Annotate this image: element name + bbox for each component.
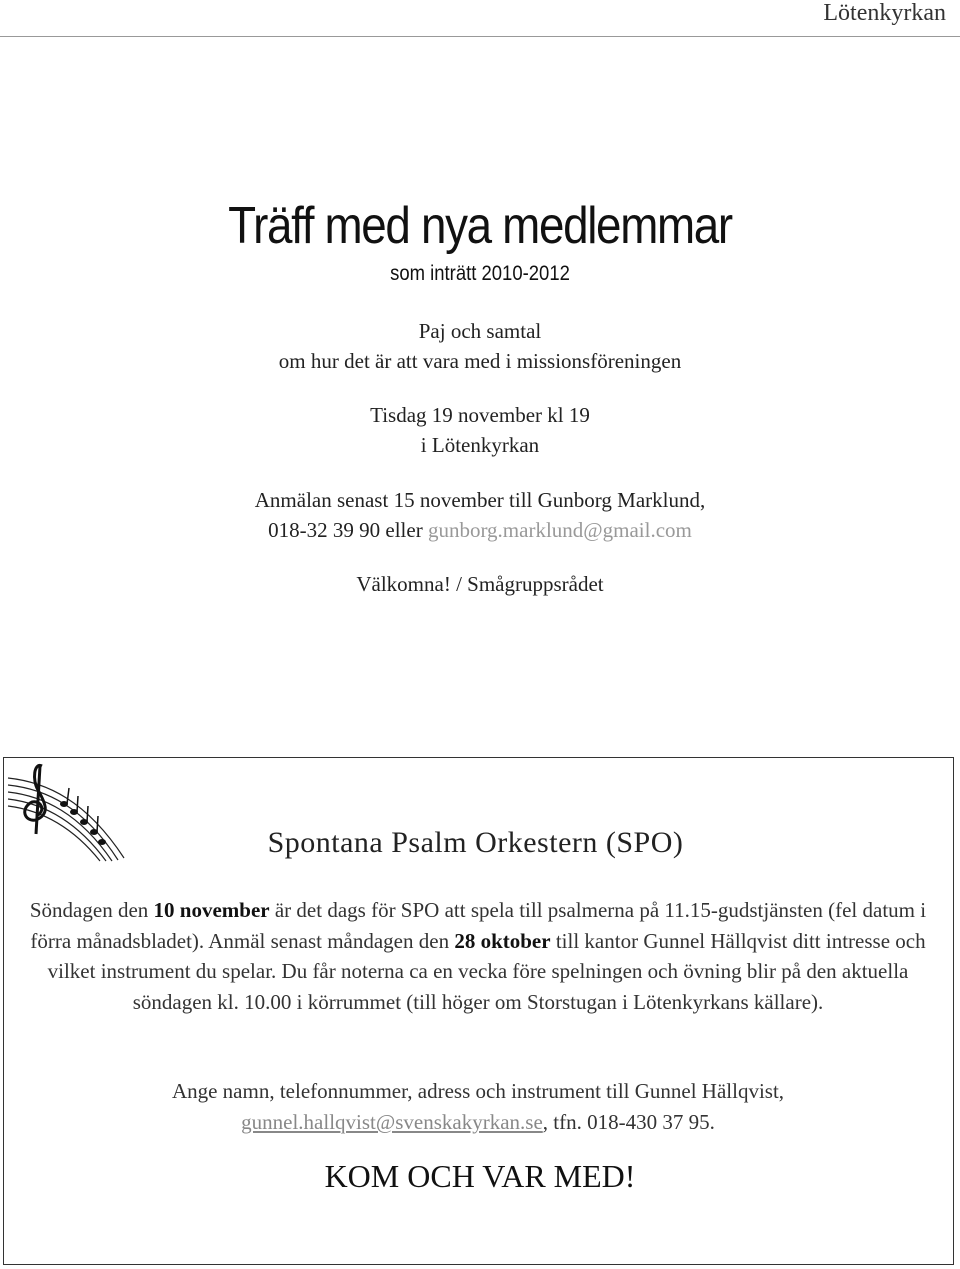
body-text: Söndagen den — [29, 898, 149, 922]
contact-email-link[interactable]: gunnel.hallqvist@svenskakyrkan.se — [241, 1110, 543, 1134]
highlight-date: 28 oktober — [454, 928, 551, 953]
spo-contact — [28, 1076, 928, 1138]
text-line: Tisdag 19 november kl 19 — [370, 403, 590, 427]
page-subtitle: som inträtt 2010-2012 — [390, 262, 570, 285]
call-to-action: KOM OCH VAR MED! — [324, 1158, 636, 1194]
highlight-date: 10 november — [153, 898, 270, 922]
event-description — [0, 316, 960, 376]
text-line: i Lötenkyrkan — [420, 433, 540, 457]
body-text: till kantor Gunnel Hällqvist ditt intresse och vilket instrument du spelar. Du får noterna ca en vecka före spelningen och övning blir på den aktuella söndagen kl. 10.00 i körrummet (till höger om Storstugan i Lötenkyrkans källare). — [47, 928, 926, 1014]
contact-line — [28, 1107, 928, 1138]
page-title: Träff med nya medlemmar — [228, 197, 732, 255]
registration-info — [0, 485, 960, 545]
body-text: är det dags för SPO att spela till psalmerna på 11.15-gudstjänsten (fel datum i förra månadsbladet). Anmäl senast måndagen den — [30, 898, 927, 953]
email-link[interactable]: gunborg.marklund@gmail.com — [427, 518, 692, 542]
header-divider — [0, 36, 960, 37]
phone-text: 018-32 39 90 eller — [268, 518, 423, 542]
text-line: Paj och samtal — [418, 319, 542, 343]
text-line: om hur det är att vara med i missionsföreningen — [278, 349, 682, 373]
spo-body — [28, 895, 928, 1017]
contact-line: Ange namn, telefonnummer, adress och instrument till Gunnel Hällqvist, — [171, 1079, 785, 1103]
text-line — [0, 515, 960, 545]
header-title: Lötenkyrkan — [823, 0, 946, 26]
closing-line: Välkomna! / Smågruppsrådet — [356, 572, 604, 596]
text-line: Anmälan senast 15 november till Gunborg Marklund, — [254, 488, 706, 512]
contact-phone: , tfn. 018-430 37 95. — [542, 1110, 715, 1134]
event-time-place — [0, 400, 960, 460]
spo-heading: Spontana Psalm Orkestern (SPO) — [267, 826, 684, 859]
